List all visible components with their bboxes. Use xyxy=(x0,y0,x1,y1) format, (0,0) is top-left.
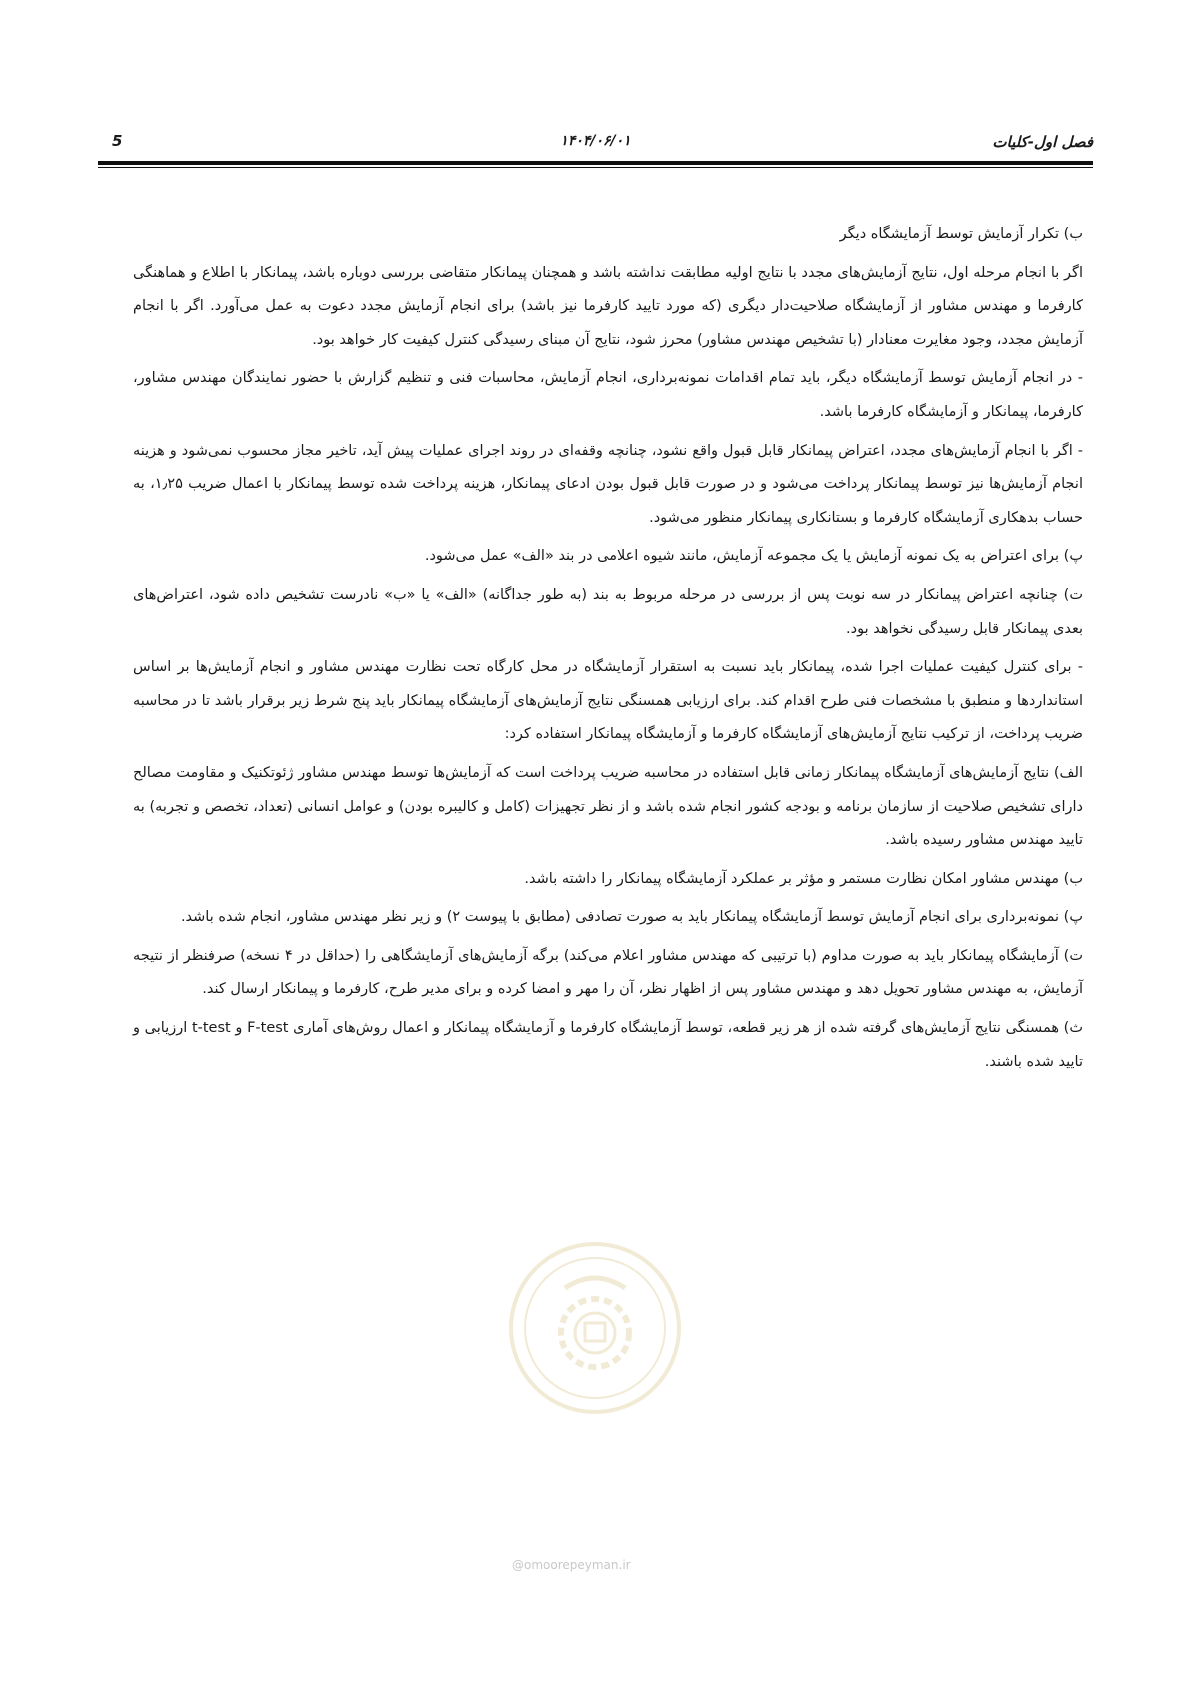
paragraph: پ) برای اعتراض به یک نمونه آزمایش یا یک مجموعه آزمایش، مانند شیوه اعلامی در بند «الف» عمل می‌شود. xyxy=(424,548,1083,565)
paragraph: ب) مهندس مشاور امکان نظارت مستمر و مؤثر بر عملکرد آزمایشگاه پیمانکار را داشته باشد. xyxy=(524,870,1083,887)
paragraph: ث) همسنگی نتایج آزمایش‌های گرفته شده از هر زیر قطعه، توسط آزمایشگاه کارفرما و آزمایشگاه پیمانکار و اعمال روش‌های آماری F-test و t-test ارزیابی و تایید شده باشند. xyxy=(133,1020,1083,1070)
paragraph: ت) چنانچه اعتراض پیمانکار در سه نوبت پس از بررسی در مرحله مربوط به بند (به طور جداگانه) «الف» یا «ب» نادرست تشخیص داده شود، اعتراض‌های بعدی پیمانکار قابل رسیدگی نخواهد بود. xyxy=(133,586,1083,637)
page-header xyxy=(98,128,1093,158)
paragraph: ت) آزمایشگاه پیمانکار باید به صورت مداوم (با ترتیبی که مهندس مشاور اعلام می‌کند) برگه آزمایش‌های آزمایشگاهی را (حداقل در ۴ نسخه) صرفنظر از نتیجه آزمایش، به مهندس مشاور تحویل دهد و مهندس مشاور پس از اظهار نظر، آن را مهر و امضا کرده و برای مدیر طرح، کارفرما و پیمانکار ارسال کند. xyxy=(133,947,1083,998)
watermark-site-text: @omoorepeyman.ir xyxy=(512,1558,631,1572)
paragraph: - در انجام آزمایش توسط آزمایشگاه دیگر، باید تمام اقدامات نمونه‌برداری، انجام آزمایش، محاسبات فنی و تنظیم گزارش با حضور نمایندگان مهندس مشاور، کارفرما، پیمانکار و آزمایشگاه کارفرما باشد. xyxy=(133,370,1083,420)
paragraph: اگر با انجام مرحله اول، نتایج آزمایش‌های مجدد با نتایج اولیه مطابقت نداشته باشد و همچنان پیمانکار متقاضی بررسی دوباره باشد، پیمانکار با اطلاع و هماهنگی کارفرما و مهندس مشاور از آزمایشگاه صلاحیت‌دار دیگری (که مورد تایید کارفرما نیز باشد) برای انجام آزمایش مجدد دعوت به عمل می‌آورد. اگر با انجام آزمایش مجدد، وجود مغایرت معنادار (با تشخیص مهندس مشاور) محرز شود، نتایج آن مبنای رسیدگی کنترل کیفیت کار خواهد بود. xyxy=(133,264,1083,348)
chapter-title: فصل اول-کلیات xyxy=(992,133,1093,151)
header-rule-thick xyxy=(98,161,1093,165)
paragraph: ب) تکرار آزمایش توسط آزمایشگاه دیگر xyxy=(839,226,1083,242)
paragraph: الف) نتایج آزمایش‌های آزمایشگاه پیمانکار زمانی قابل استفاده در محاسبه ضریب پرداخت است که آزمایش‌ها توسط مهندس مشاور ژئوتکنیک و مقاومت مصالح دارای تشخیص صلاحیت از سازمان برنامه و بودجه کشور انجام شده باشد و از نظر تجهیزات (کامل و کالیبره بودن) و عوامل انسانی (تعداد، تخصص و تجربه) به تایید مهندس مشاور رسیده باشد. xyxy=(133,764,1083,849)
paragraph: - اگر با انجام آزمایش‌های مجدد، اعتراض پیمانکار قابل قبول واقع نشود، چنانچه وقفه‌ای در روند اجرای عملیات پیش آید، تاخیر مجاز محسوب نمی‌شود و هزینه انجام آزمایش‌ها نیز توسط پیمانکار پرداخت می‌شود و در صورت قابل قبول بودن ادعای پیمانکار، هزینه پرداخت شده توسط پیمانکار با اعمال ضریب ۱٫۲۵، به حساب بدهکاری آزمایشگاه کارفرما و بستانکاری پیمانکار منظور می‌شود. xyxy=(133,442,1083,526)
header-rule-thin xyxy=(98,167,1093,168)
watermark-seal-icon xyxy=(505,1238,685,1418)
body-text xyxy=(133,218,1083,1084)
header-date: ۱۴۰۴/۰۶/۰۱ xyxy=(560,133,631,149)
page-number: 5 xyxy=(112,132,123,150)
paragraph: - برای کنترل کیفیت عملیات اجرا شده، پیمانکار باید نسبت به استقرار آزمایشگاه در محل کارگاه تحت نظارت مهندس مشاور و انجام آزمایش‌ها بر اساس استانداردها و منطبق با مشخصات فنی طرح اقدام کند. برای ارزیابی همسنگی نتایج آزمایش‌های آزمایشگاه پیمانکار باید پنج شرط زیر برقرار باشد تا در محاسبه ضریب پرداخت، از ترکیب نتایج آزمایش‌های آزمایشگاه کارفرما و آزمایشگاه پیمانکار استفاده کرد: xyxy=(133,659,1083,743)
paragraph: پ) نمونه‌برداری برای انجام آزمایش توسط آزمایشگاه پیمانکار باید به صورت تصادفی (مطابق با پیوست ۲) و زیر نظر مهندس مشاور، انجام شده باشد. xyxy=(180,909,1083,926)
